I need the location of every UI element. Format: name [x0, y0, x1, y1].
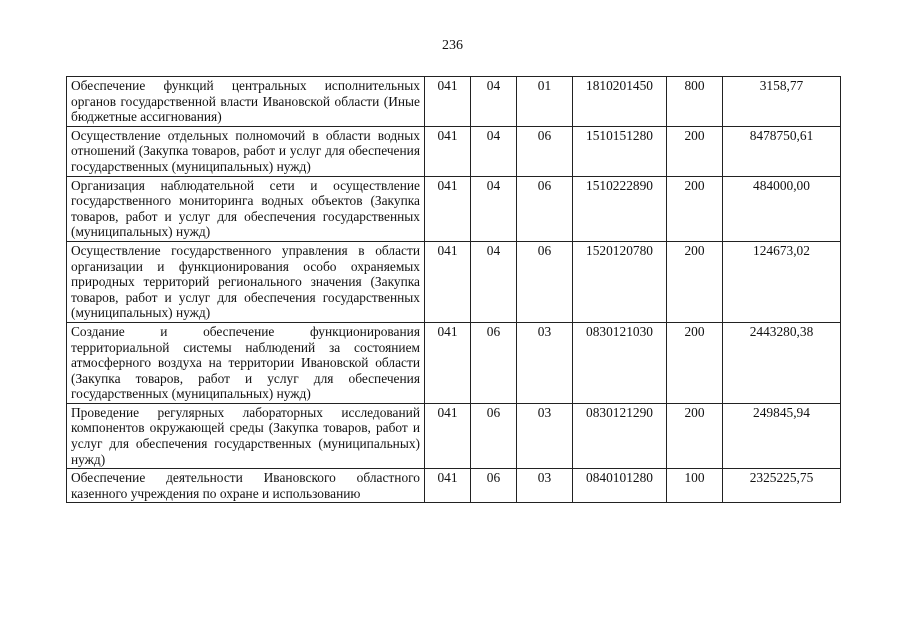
row-description: Проведение регулярных лабораторных исследований компонентов окружающей среды (Закупка товаров, работ и услуг для обеспечения государственных (муниципальных) нужд) [67, 403, 425, 468]
table-row [67, 126, 841, 176]
budget-table [66, 76, 841, 503]
ministry-code: 041 [425, 241, 471, 322]
row-description: Организация наблюдательной сети и осуществление государственного мониторинга водных объектов (Закупка товаров, работ и услуг для обеспечения государственных (муниципальных) нужд) [67, 176, 425, 241]
subsection-code: 03 [517, 322, 573, 403]
section-code: 04 [471, 126, 517, 176]
expense-type-code: 800 [667, 77, 723, 127]
section-code: 04 [471, 241, 517, 322]
row-description: Обеспечение функций центральных исполнительных органов государственной власти Ивановской области (Иные бюджетные ассигнования) [67, 77, 425, 127]
table-row [67, 241, 841, 322]
target-article-code: 1510222890 [573, 176, 667, 241]
section-code: 04 [471, 77, 517, 127]
target-article-code: 0840101280 [573, 469, 667, 503]
table-row [67, 77, 841, 127]
subsection-code: 06 [517, 241, 573, 322]
amount: 2325225,75 [723, 469, 841, 503]
row-description: Создание и обеспечение функционирования территориальной системы наблюдений за состоянием атмосферного воздуха на территории Ивановской области (Закупка товаров, работ и услуг для обеспечения государственных (муниципальных) нужд) [67, 322, 425, 403]
subsection-code: 03 [517, 469, 573, 503]
table-row [67, 176, 841, 241]
ministry-code: 041 [425, 176, 471, 241]
target-article-code: 1510151280 [573, 126, 667, 176]
expense-type-code: 100 [667, 469, 723, 503]
target-article-code: 1810201450 [573, 77, 667, 127]
target-article-code: 0830121290 [573, 403, 667, 468]
amount: 2443280,38 [723, 322, 841, 403]
page-number: 236 [442, 38, 463, 53]
section-code: 06 [471, 403, 517, 468]
ministry-code: 041 [425, 469, 471, 503]
target-article-code: 1520120780 [573, 241, 667, 322]
table-row [67, 469, 841, 503]
amount: 249845,94 [723, 403, 841, 468]
amount: 8478750,61 [723, 126, 841, 176]
amount: 484000,00 [723, 176, 841, 241]
subsection-code: 03 [517, 403, 573, 468]
table-row [67, 403, 841, 468]
row-description: Осуществление государственного управления в области организации и функционирования особо охраняемых природных территорий регионального значения (Закупка товаров, работ и услуг для обеспечения государственных (муниципальных) нужд) [67, 241, 425, 322]
row-description: Осуществление отдельных полномочий в области водных отношений (Закупка товаров, работ и услуг для обеспечения государственных (муниципальных) нужд) [67, 126, 425, 176]
subsection-code: 06 [517, 176, 573, 241]
amount: 124673,02 [723, 241, 841, 322]
expense-type-code: 200 [667, 403, 723, 468]
expense-type-code: 200 [667, 176, 723, 241]
table-row [67, 322, 841, 403]
amount: 3158,77 [723, 77, 841, 127]
ministry-code: 041 [425, 403, 471, 468]
section-code: 06 [471, 322, 517, 403]
section-code: 06 [471, 469, 517, 503]
section-code: 04 [471, 176, 517, 241]
expense-type-code: 200 [667, 322, 723, 403]
expense-type-code: 200 [667, 241, 723, 322]
target-article-code: 0830121030 [573, 322, 667, 403]
row-description: Обеспечение деятельности Ивановского областного казенного учреждения по охране и использованию [67, 469, 425, 503]
subsection-code: 06 [517, 126, 573, 176]
ministry-code: 041 [425, 77, 471, 127]
expense-type-code: 200 [667, 126, 723, 176]
ministry-code: 041 [425, 126, 471, 176]
subsection-code: 01 [517, 77, 573, 127]
ministry-code: 041 [425, 322, 471, 403]
